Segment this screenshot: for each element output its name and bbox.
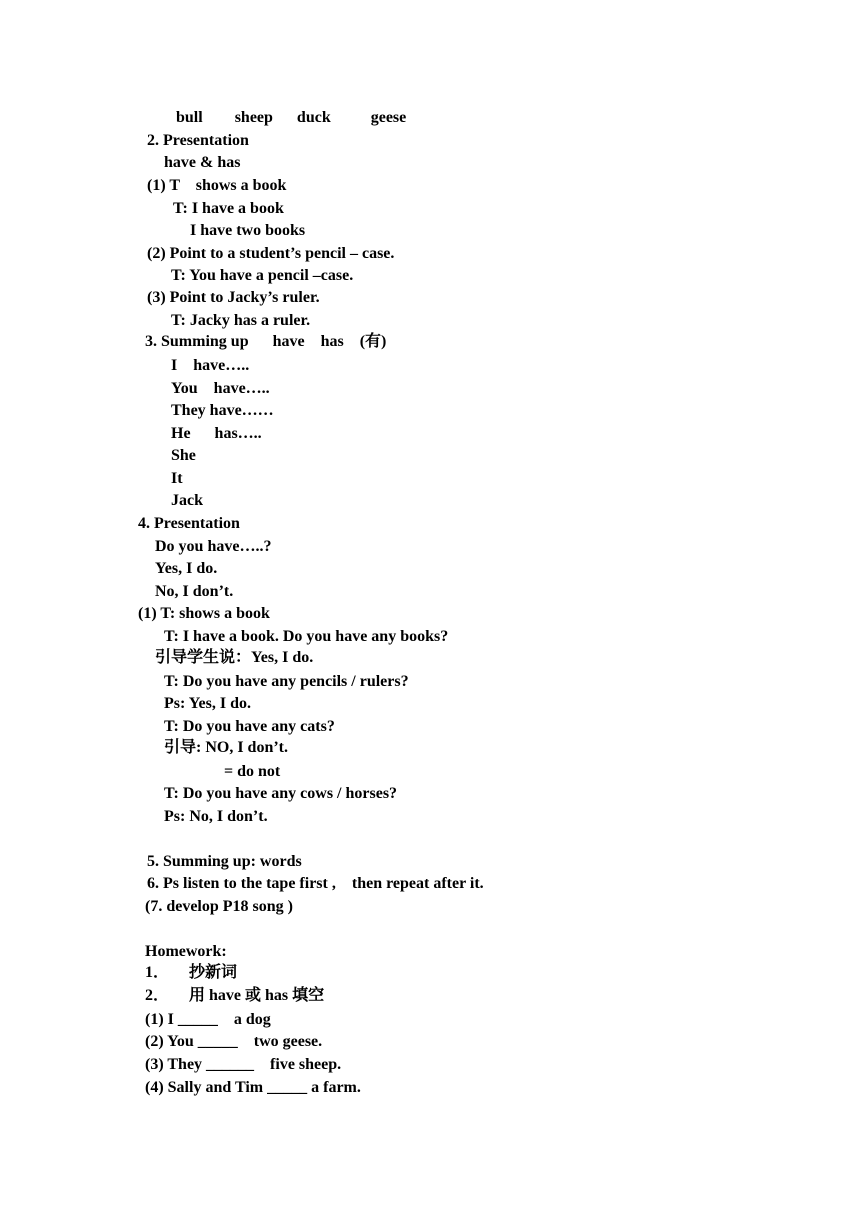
exercise-line: (3) They ______ five sheep.	[145, 1056, 342, 1073]
section-heading: 5. Summing up: words	[147, 853, 302, 870]
text-line: 引导: NO, I don’t.	[164, 739, 289, 756]
text-line: = do not	[224, 763, 281, 780]
text-line: She	[171, 447, 196, 464]
homework-item: 1． 抄新词	[145, 964, 238, 981]
text-line: (1) T: shows a book	[138, 605, 270, 622]
text-line: Ps: No, I don’t.	[164, 808, 268, 825]
section-heading: 4. Presentation	[138, 515, 240, 532]
exercise-line: (2) You _____ two geese.	[145, 1033, 323, 1050]
text-line: Jack	[171, 492, 203, 509]
text-line: T: You have a pencil –case.	[171, 267, 354, 284]
text-line: (2) Point to a student’s pencil – case.	[147, 245, 395, 262]
section-heading: 6. Ps listen to the tape first , then repeat after it.	[147, 875, 484, 892]
section-heading: (7. develop P18 song )	[145, 898, 293, 915]
section-heading: 2. Presentation	[147, 132, 249, 149]
text-line: Yes, I do.	[155, 560, 218, 577]
text-line: Do you have…..?	[155, 538, 272, 555]
exercise-line: (4) Sally and Tim _____ a farm.	[145, 1079, 361, 1096]
text-line: (1) T shows a book	[147, 177, 287, 194]
text-line: T: I have a book	[173, 200, 284, 217]
text-line: I have…..	[171, 357, 250, 374]
text-line: He has…..	[171, 425, 262, 442]
text-line: T: Do you have any pencils / rulers?	[164, 673, 409, 690]
text-line: They have……	[171, 402, 274, 419]
vocabulary-line: bull sheep duck geese	[176, 109, 407, 126]
section-heading: 3. Summing up have has (有)	[145, 333, 387, 350]
text-line: No, I don’t.	[155, 583, 234, 600]
text-line: It	[171, 470, 183, 487]
exercise-line: (1) I _____ a dog	[145, 1011, 271, 1028]
homework-item: 2． 用 have 或 has 填空	[145, 987, 325, 1004]
text-line: I have two books	[190, 222, 306, 239]
text-line: T: I have a book. Do you have any books?	[164, 628, 449, 645]
text-line: T: Jacky has a ruler.	[171, 312, 311, 329]
text-line: You have…..	[171, 380, 270, 397]
text-line: (3) Point to Jacky’s ruler.	[147, 289, 320, 306]
text-line: T: Do you have any cats?	[164, 718, 335, 735]
homework-heading: Homework:	[145, 943, 227, 960]
text-line: T: Do you have any cows / horses?	[164, 785, 398, 802]
text-line: Ps: Yes, I do.	[164, 695, 251, 712]
text-line: have & has	[164, 154, 241, 171]
text-line: 引导学生说：Yes, I do.	[155, 649, 314, 666]
